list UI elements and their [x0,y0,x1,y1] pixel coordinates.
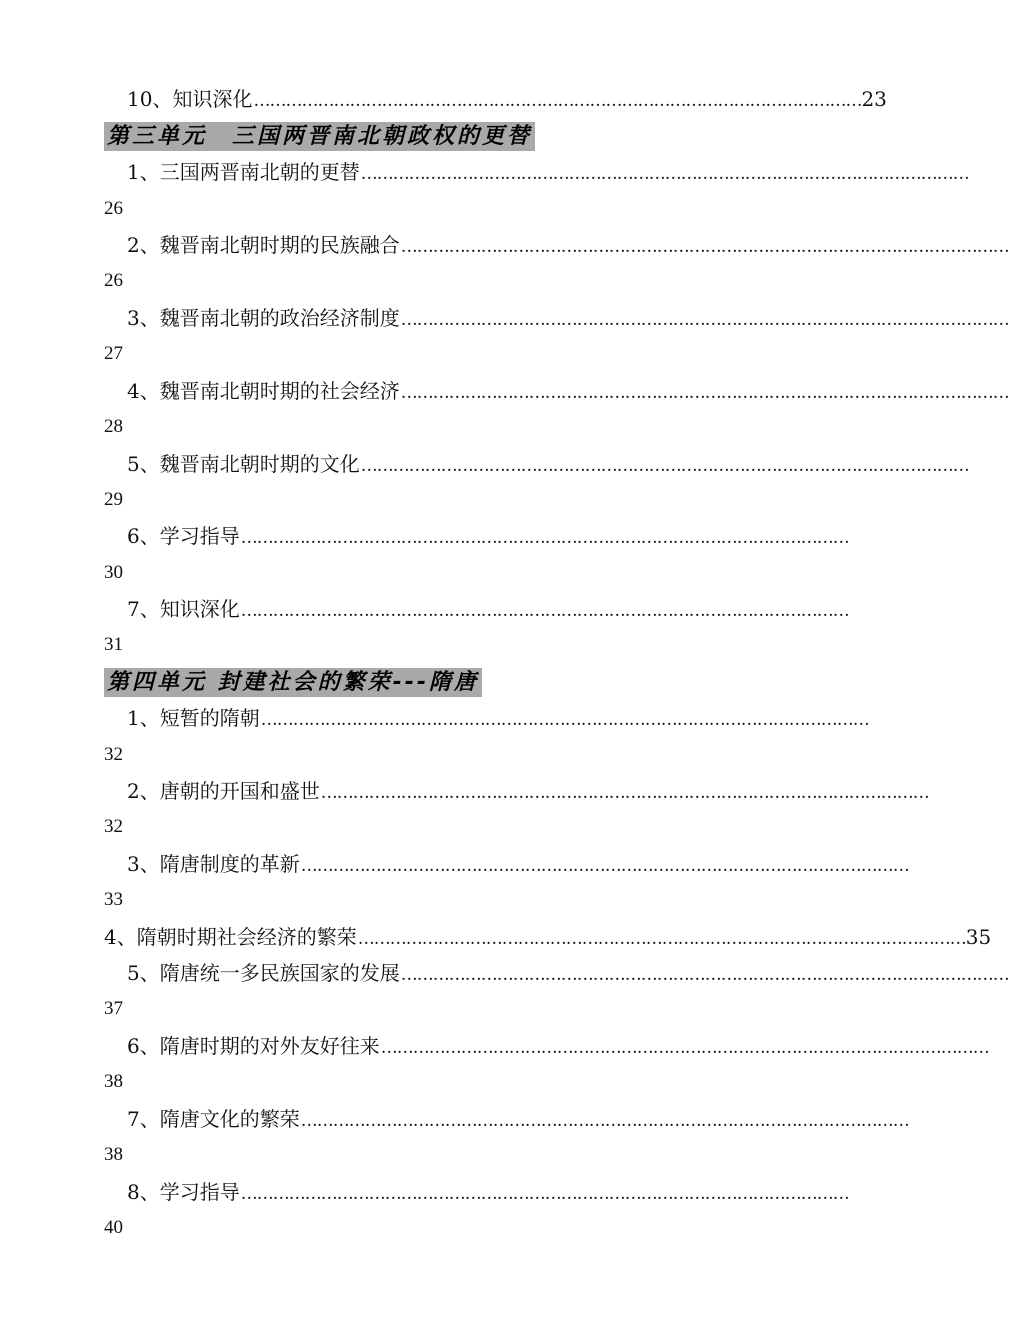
toc-entry-page: 32 [104,816,123,837]
toc-entry-label: 6、学习指导 [127,524,240,548]
toc-entry[interactable] [127,232,1009,260]
toc-entry-page: 26 [104,198,123,219]
toc-entry-page: 30 [104,562,123,583]
toc-entry[interactable] [127,305,1009,333]
toc-entry[interactable] [127,159,969,187]
toc-entry-label: 10、知识深化 [127,87,253,111]
dot-leader: …………………………………………………………………………………………………… [260,710,869,730]
dot-leader: …………………………………………………………………………………………………… [240,601,849,621]
toc-entry-label: 4、隋朝时期社会经济的繁荣 [104,925,357,949]
toc-entry-page: 27 [104,343,123,364]
dot-leader: …………………………………………………………………………………………………… [240,528,849,548]
dot-leader: …………………………………………………………………………………………………… [300,856,909,876]
toc-entry-label: 7、隋唐文化的繁荣 [127,1107,300,1131]
toc-entry[interactable] [127,851,909,879]
dot-leader: …………………………………………………………………………………………………… [360,164,969,184]
toc-entry-page: 32 [104,744,123,765]
dot-leader: …………………………………………………………………………………………………… [400,965,1009,985]
toc-entry-label: 4、魏晋南北朝时期的社会经济 [127,379,400,403]
toc-entry[interactable] [127,523,849,551]
toc-entry[interactable] [127,86,887,114]
dot-leader: …………………………………………………………………………………………………… [320,783,929,803]
toc-entry[interactable] [127,778,929,806]
toc-entry-label: 8、学习指导 [127,1180,240,1204]
toc-entry-page: 35 [965,925,992,949]
toc-entry-page: 29 [104,489,123,510]
dot-leader: …………………………………………………………………………………………………… [300,1111,909,1131]
toc-entry-page: 26 [104,270,123,291]
toc-entry[interactable] [104,924,992,952]
toc-entry[interactable] [127,1033,989,1061]
dot-leader: …………………………………………………………………………………………………… [380,1038,989,1058]
toc-entry[interactable] [127,1106,909,1134]
toc-entry-page: 31 [104,634,123,655]
toc-entry-label: 5、隋唐统一多民族国家的发展 [127,961,400,985]
toc-entry-label: 6、隋唐时期的对外友好往来 [127,1034,380,1058]
dot-leader: …………………………………………………………………………………………………… [360,456,969,476]
toc-entry-page: 23 [861,87,887,111]
toc-entry-page: 40 [104,1217,123,1238]
toc-entry[interactable] [127,1179,849,1207]
unit-heading: 第四单元 封建社会的繁荣---隋唐 [104,668,482,697]
toc-entry-page: 33 [104,889,123,910]
toc-entry[interactable] [127,960,1009,988]
toc-entry-label: 7、知识深化 [127,597,240,621]
toc-entry-page: 38 [104,1144,123,1165]
toc-entry-label: 3、魏晋南北朝的政治经济制度 [127,306,400,330]
toc-entry-label: 2、唐朝的开国和盛世 [127,779,320,803]
toc-entry[interactable] [127,596,849,624]
dot-leader: …………………………………………………………………………………………………… [400,237,1009,257]
toc-entry-page: 37 [104,998,123,1019]
toc-entry-label: 5、魏晋南北朝时期的文化 [127,452,360,476]
dot-leader: …………………………………………………………………………………………………… [400,310,1009,330]
toc-entry-label: 2、魏晋南北朝时期的民族融合 [127,233,400,257]
dot-leader: …………………………………………………………………………………………………… [400,383,1009,403]
toc-entry[interactable] [127,378,1009,406]
dot-leader: …………………………………………………………………………………………………… [357,929,966,949]
toc-entry-page: 38 [104,1071,123,1092]
toc-entry-label: 1、三国两晋南北朝的更替 [127,160,360,184]
toc-entry-label: 1、短暂的隋朝 [127,706,260,730]
toc-entry[interactable] [127,705,869,733]
dot-leader: …………………………………………………………………………………………………… [240,1184,849,1204]
toc-entry-label: 3、隋唐制度的革新 [127,852,300,876]
dot-leader: …………………………………………………………………………………………………… [253,91,862,111]
unit-heading: 第三单元 三国两晋南北朝政权的更替 [104,122,535,151]
toc-entry-page: 28 [104,416,123,437]
toc-entry[interactable] [127,451,969,479]
